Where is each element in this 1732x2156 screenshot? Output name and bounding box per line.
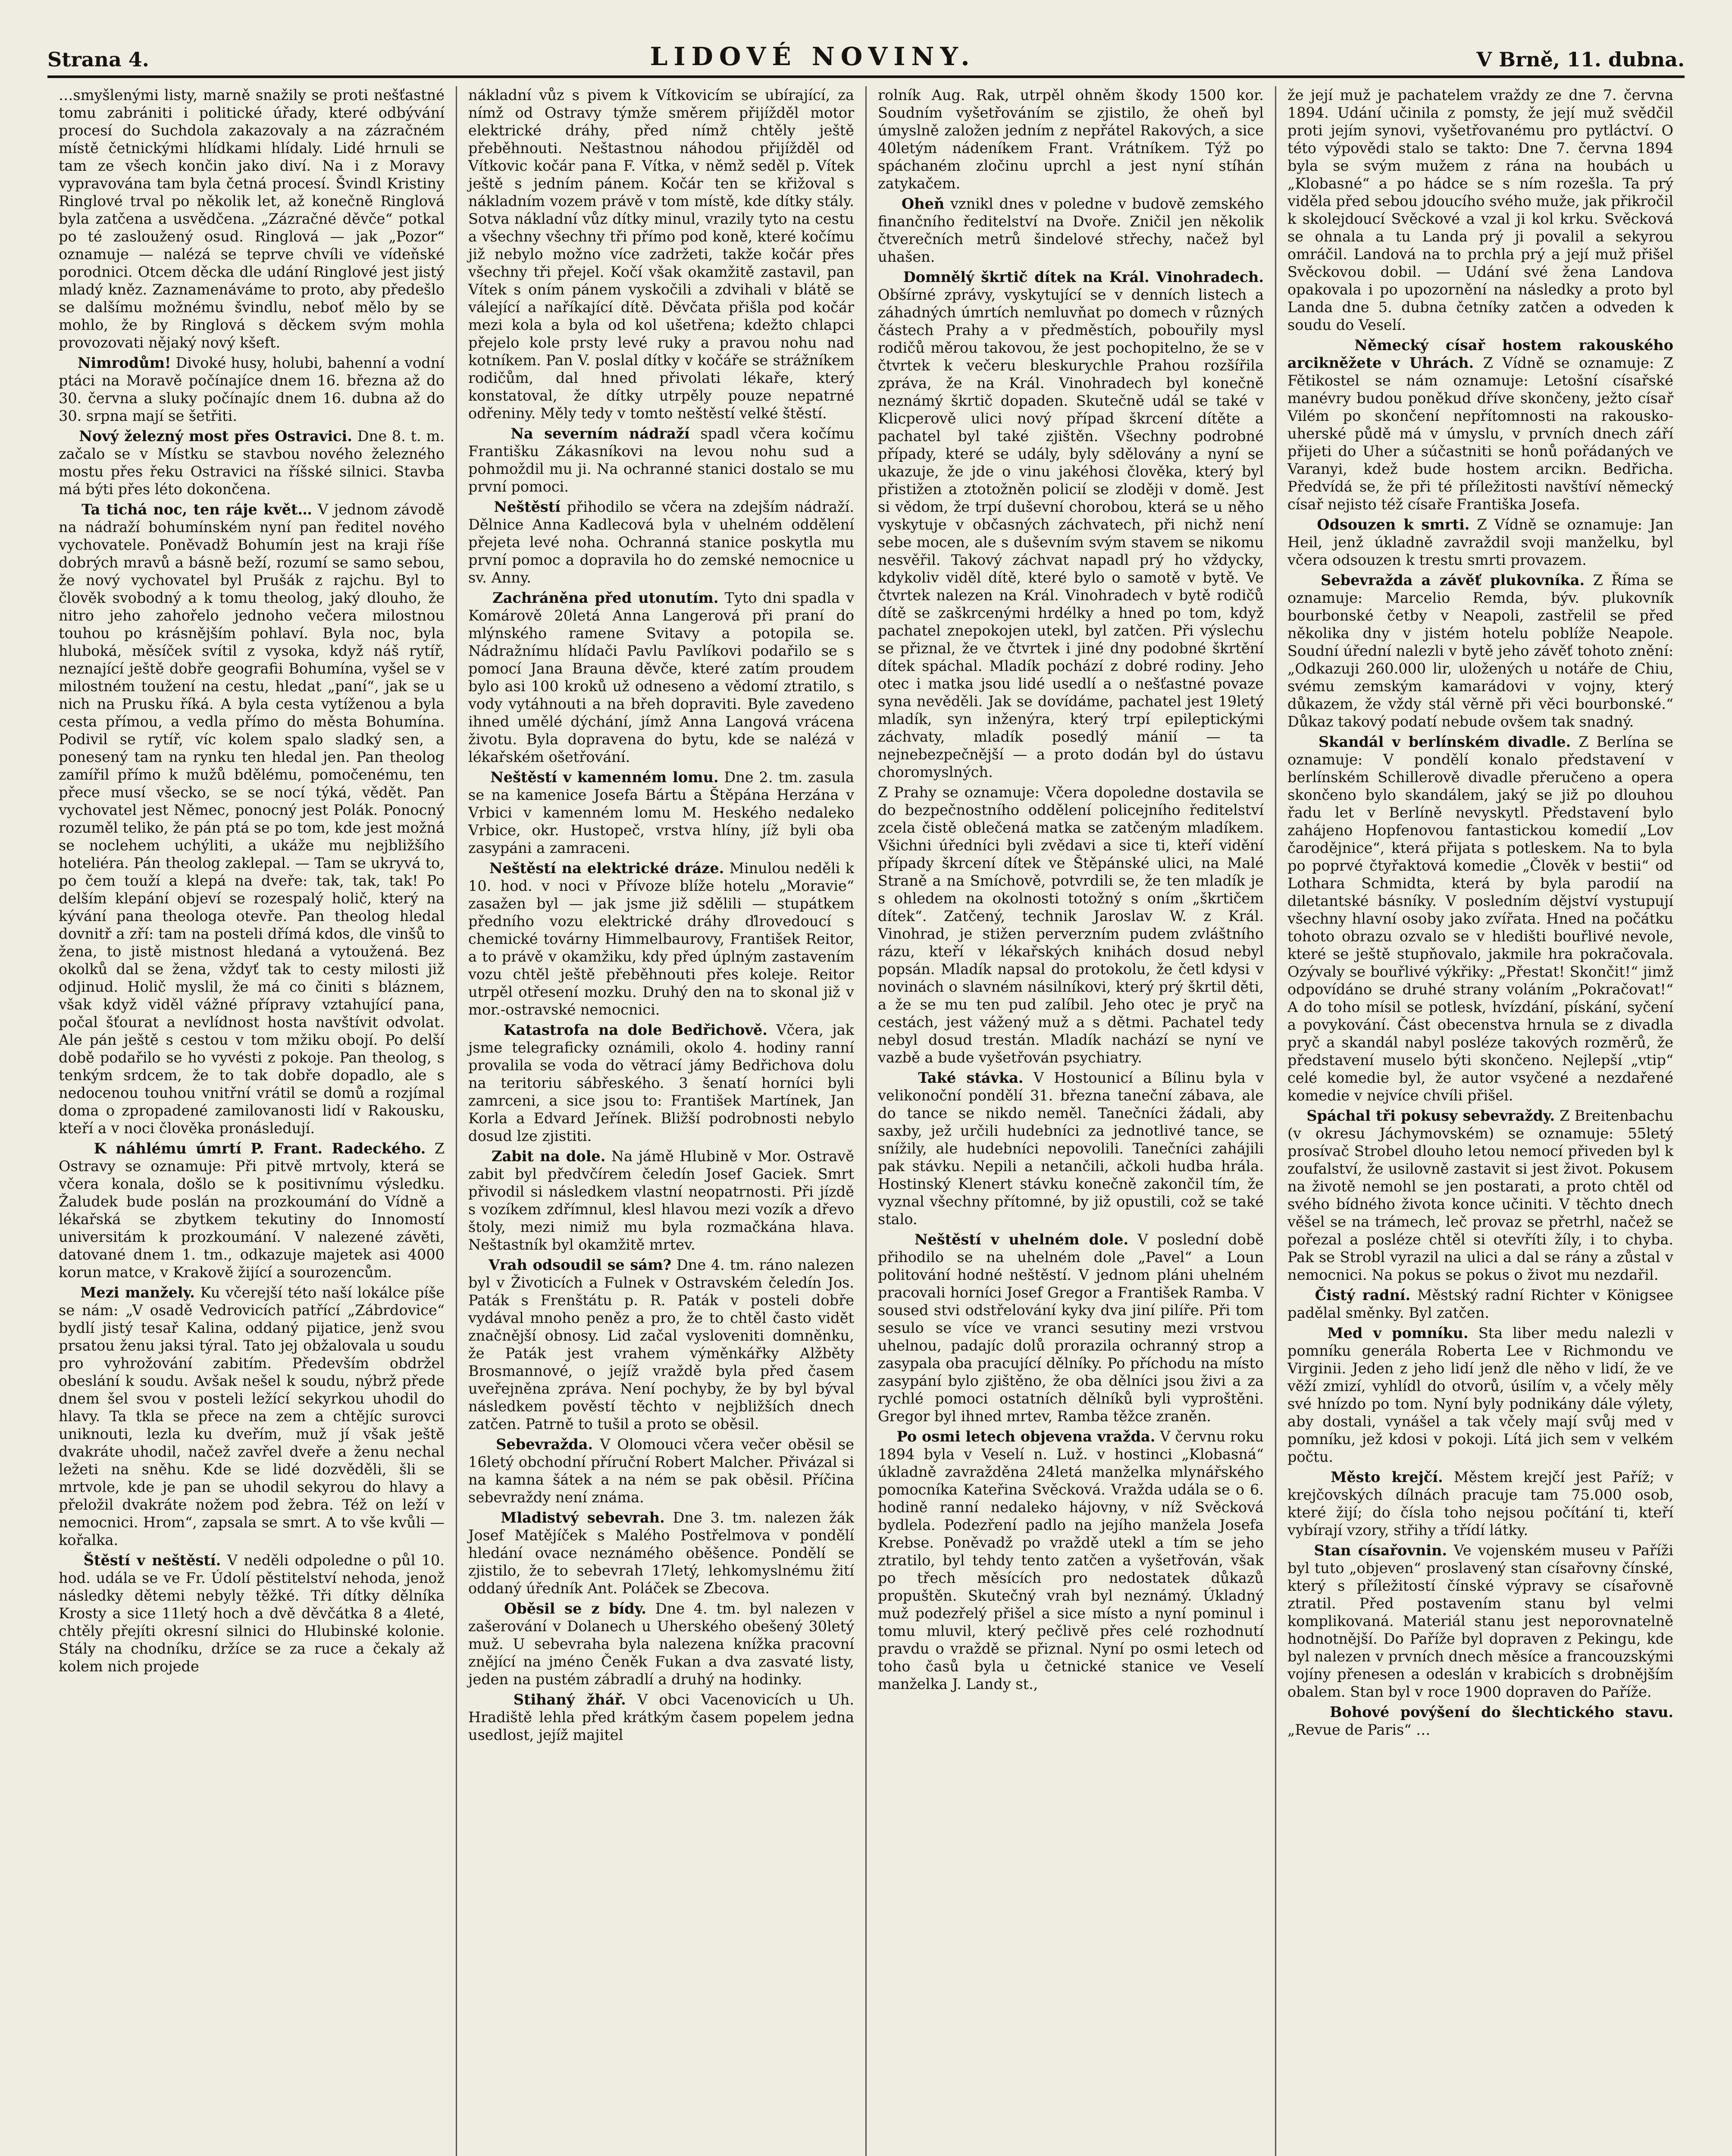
column-2 — [457, 86, 867, 2156]
article — [59, 1284, 445, 1549]
article-heading: Město krejčí. — [1331, 1469, 1443, 1485]
article-body: Dne 2. tm. zasula se na kamenice Josefa Bártu a Štěpána Herzána v Vrbici v kamenném lomu M. Heského nedaleko Vrbice, okr. Hustopeč, vrstva hlíny, jíž byli oba zasypáni a zamraceni. — [468, 769, 854, 856]
article — [878, 268, 1264, 781]
article-heading: Nimrodům! — [77, 354, 171, 371]
article-heading: Oběsil se z bídy. — [504, 1600, 646, 1617]
article — [1287, 336, 1673, 513]
article-body: Z Vídně se oznamuje: Z Fětikostel se nám oznamuje: Letošní císařské manévry budou poněkud dříve skončeny, ježto císař Vilém po skončení nepřítomnosti na rakousko-uherské půdě má v úmyslu, v prvních dnech září přijeti do Uher a súčastniti se honů pořádaných ve Varanyi, kdež bude hostem arcikn. Bedřicha. Předvídá se, že při té příležitosti navštíví německý císař nejisto též císaře Františka Josefa. — [1287, 354, 1673, 513]
article-heading: Domnělý škrtič dítek na Král. Vinohradech. — [903, 269, 1264, 285]
article-text — [468, 1147, 854, 1253]
article — [1287, 1107, 1673, 1284]
article-heading: Zachráněna před utonutím. — [492, 589, 719, 606]
article-body: Ku včerejší této naší lokálce píše se nám: „V osadě Vedrovicích patřící „Zábrdovice“ bydlí jistý tesař Kalina, oddaný pijatice, jenž svou prsatou ženu jaksi týral. Tato jej obžalovala u soudu pro vyhrožování zabitím. Především obdržel obeslání k soudu. Avšak nešel k soudu, nýbrž přede dnem šel svou v posteli ležící sekyrkou uhodil do hlavy. Ta tkla se přece na zem a chtějíc surovci uniknouti, lezla ku dveřím, muž jí však ještě dvakráte uhodil, načež zavřel dveře a ženu nechal ležeti na sněhu. Kde se lidé dozvěděli, šli se mrtvole, kde je pan se uhodil sekyrou do hlavy a přeložil dvakráte nožem pod žebra. Též on leží v nemocnici. Hrom“, zapsala se smrt. A to vše kvůli — kořalka. — [59, 1284, 445, 1548]
column-4 — [1276, 86, 1685, 2156]
article-text — [468, 1600, 854, 1688]
article-text — [468, 425, 854, 495]
article-text — [59, 354, 445, 425]
article-body: Na jámě Hlubině v Mor. Ostravě zabit byl předvčírem čeledín Josef Gaciek. Smrt přivodil si následkem vlastní neopatrnosti. Při jízdě s vozíkem zdřímnul, klesl hlavou mezi vozík a dřevo štoly, mezi nimiž mu byla rozmačkána hlava. Neštastník byl okamžitě mrtev. — [468, 1148, 854, 1253]
article-body: Z Prahy se oznamuje: Včera dopoledne dostavila se do bezpečnostního oddělení policejního ředitelství zcela čistě oblečená matka se zatčeným mladíkem. Všichni úředníci byli zvědavi a sice ti, kteří vidění případy škrcení dítek ve Štěpánské ulici, na Malé Straně a na Smíchově, potvrdili se, že ten mladík je s ohledem na okolnosti totožný s oním „škrtičem dítek“. Zatčený, technik Jaroslav W. z Král. Vinohrad, je stižen perverzním pudem zvláštního rázu, kteří v lékařských knihách dosud nebyl popsán. Mladík napsal do protokolu, že četl kdysi v novinách o slavném násilníkovi, který prý škrtil děti, a že se mu ten pud zalíbil. Jeho otec je pryč na cestách, jest vážený muž a s dětmi. Pachatel tedy nebyl dosud trestán. Mladík nachází se nyní ve vazbě a bude vyšetřován psychiatry. — [878, 784, 1264, 1066]
article-heading: Neštěstí na elektrické dráze. — [489, 860, 724, 877]
article — [468, 1691, 854, 1744]
article-body: Tyto dni spadla v Komárově 20letá Anna Langerová při praní do mlýnského ramene Svitavy a potopila se. Nádražnímu hlídači Pavlu Pavlíkovi podařilo se s pomocí Jana Brauna děvče, které zatím proudem bylo asi 100 kroků už odneseno a vědomí ztratilo, s vody vytáhnouti a na břeh dopraviti. Byle zavedeno ihned umělé dýchání, jímž Anna Langová vrácena životu. Byla dopravena do bytu, kde se nalézá v lékařském ošetřování. — [468, 589, 855, 765]
article-body: Minulou neděli k 10. hod. v noci v Přívoze blíže hotelu „Moravie“ zasažen byl — jak jsme již sdělili — stupátkem předního vozu elektrické dráhy ďlrovedoucí s chemické továrny Himmelbaurovy, František Reitor, a to právě v okamžiku, kdy před úplným zastavením vozu chtěl ještě přeběhnouti přes koleje. Reitor utrpěl otřesení mozku. Druhý den na to skonal již v mor.-ostravské nemocnici. — [468, 860, 855, 1018]
article — [468, 589, 854, 766]
article-body: Obšírné zprávy, vyskytující se v denních listech a záhadných úmrtích nemluvňat po domech v různých částech Prahy a v předměstích, pobouřily mysl rodičů měrou takovou, že jest pochopitelno, že se v čtvrtek k večeru bleskurychle Prahou rozšířila zpráva, že na Král. Vinohradech byl konečně neznámý škrtič dopaden. Skutečně udál se také v Klicperově ulici nový případ škrcení dítěte a pachatel byl také zjištěn. Všechny podrobné případy, které se udály, byly sdělovány a nyní se ukazuje, že jde o vinu jakéhosi člověka, který byl přistižen a ztotožněn policií se zloději v domě. Jest si vědom, že trpí duševní chorobou, která se u něho vyskytuje v občasných záchvatech, při nichž není sebe mocen, ale s duševním svým stavem se nikomu nesvěřil. Takový záchvat napadl prý ho vždycky, kdykoliv viděl dítě, které bylo o samotě v bytě. Ve čtvrtek nalezen na Král. Vinohradech v bytě rodičů dítě se zaškrcenými hrdélky a hned po tom, když pachatel znepokojen utekl, byl zatčen. Při výslechu se přiznal, že ve čtvrtek i jiné dny podobné škrtění dítek spáchal. Mladík pochází z dobré rodiny. Jeho otec i matka jsou lidé usedlí a o nešťastné povaze syna nevěděli. Jak se dovídáme, pachatel jest 19letý mladík, syn inženýra, který trpí epileptickými záchvaty, mladík posedlý mánií — ta nejnebezpečnější — a proto dodán byl do ústavu choromyslných. — [878, 286, 1264, 780]
article-text — [59, 427, 445, 498]
article-heading: Stihaný žhář. — [513, 1691, 626, 1708]
article — [1287, 86, 1673, 334]
article-heading: Po osmi letech objevena vražda. — [896, 1428, 1156, 1445]
article-body: Z Ostravy se oznamuje: Při pitvě mrtvoly, která se včera konala, došlo se k positivnímu výsledku. Žaludek bude poslán na prozkoumání do Vídně a lékařská se zbytkem tekutiny do Innomostí universitám k prozkoumání. V nalezené závěti, datované dnem 1. tm., odkazuje majetek asi 4000 korun matce, v Krakově žijící a sourozencům. — [59, 1140, 445, 1281]
article — [1287, 1703, 1673, 1739]
article-body: Městský radní Richter v Königsee padělal směnky. Byl zatčen. — [1287, 1287, 1673, 1321]
article — [468, 1509, 854, 1597]
article-body: V Hostounicí a Bílinu byla v velikonoční pondělí 31. března taneční zábava, ale do tance se nikdo neměl. Tanečníci žádali, aby saxby, jež určili hudebníci za jednotlivé tance, se snížily, ale hudebníci nepovolili. Tanečníci zahájili pak stávku. Nepili a netančili, ačkoli hudba hrála. Hostinský Klenert stávku konečně zakončil tím, že vyznal všechny přítomné, by již opustili, což se také stalo. — [878, 1069, 1264, 1228]
article — [468, 1147, 854, 1253]
article-heading: Mezi manžely. — [80, 1284, 195, 1301]
article-text — [468, 1256, 854, 1433]
article-text — [468, 86, 854, 422]
article-body: V poslední době přihodilo se na uhelném dole „Pavel“ a Loun politování hodné neštěstí. V jednom pláni uhelném pracovali horníci Josef Gregor a František Ramba. V soused stvi odstřelování kyky dva jiní pilíře. Při tom sesulo se více ve vranci sesutiny mezi vrstvou uhelnou, padajíc dolů prorazila ochranný strop a zasypala oba pracující dělníky. Po příchodu na místo zasypání bylo zjištěno, že oba dělníci jsou živi a za rychlé pomoci ostatních dělníků byli vyproštěni. Gregor byl ihned mrtev, Ramba těžce zraněn. — [878, 1231, 1264, 1425]
article-text — [878, 86, 1264, 192]
article — [1287, 733, 1673, 1104]
article-text — [1287, 1107, 1673, 1284]
article — [468, 768, 854, 857]
article-text — [878, 1231, 1264, 1425]
article-body: V jednom závodě na nádraží bohumínském nyní pan ředitel nového vychovatele. Poněvadž Bohumín jest na kraji říše dobrých mravů a básně beží, rozumí se samo sebou, že nový vychovatel byl Prušák z rajchu. Byl to člověk svobodný a k tomu theolog, jaký dlouho, že nitro jeho zahořelo jednoho večera milostnou touhou po krásnějším pohlaví. Byla noc, byla hluboká, měsíček svítil z vysoka, když náš rytíř, neznající ještě dobře geografii Bohumína, vyšel se v milostném toužení na cestu, hledat „paní“, jak se u nich na Prusku říká. A byla cesta vytíženou a byla cesta přímou, a vedla přímo do města Bohumína. Podivil se rytíř, víc kolem spalo sladký sen, a ponesený tam na rynku ten hledal jen. Pan theolog zamířil přímo k mužů bdělému, pomočenému, ten přece musí všecko, se se nocí týká, vědět. Pan vychovatel jest Němec, ponocný jest Polák. Ponocný rozuměl teliko, že pán ptá se po tom, kde jest možná se noclehem uchýliti, a ukáže mu nejbližšího hoteliéra. Pán theolog zaklepal. — Tam se ukryvá to, po čem touží a klepá na dveře: tak, tak, tak! Po delším klepání objeví se rozespalý holič, který na kývání pana theologa otevře. Pan theolog hledal dovnitř a zří: tam na posteli dřímá kdos, dle vinšů to žena, to jistě mistnost hledaná a vytoužená. Bez okolků dal se žena, vždyť tak to cesty milosti již odjinud. Holič myslil, že má co činiti s bláznem, však když viděl vážné přípravy vztahující pana, počal šťourat a nevlídnost hosta navštívit odvolat. Ale pán ještě s cestou v tom mžiku obojí. Po delší době podařilo se ho vyvésti z pokoje. Pan theolog, s tenkým srdcem, že to tak dobře dopadlo, ale s nedocenou touhou vnitřní vrátil se domů a rozjímal doma o zpropadené zamilovanosti lidí v Rakousku, kteří a v noci člověka pronásledují. — [59, 501, 445, 1137]
article-body: Dne 4. tm. ráno nalezen byl v Životicích a Fulnek v Ostravském čeledín Jos. Paták s Frenštátu p. R. Paták v posteli dobře vydával mnoho peněz a pro, že to chtěl často vidět značnější obnosy. Lid začal vysloveniti domněnku, že Paták jest vrahem výměnkářky Alžběty Brosmannové, o jejíž vraždě byla před časem uveřejněna zpráva. Není pochyby, že by byl býval následkem pověstí těchto v nejbližších dnech zatčen. Patrně to tušil a proto se oběsil. — [468, 1257, 854, 1432]
column-3 — [867, 86, 1276, 2156]
article — [468, 1435, 854, 1506]
article-heading: Ta tichá noc, ten ráje květ… — [81, 501, 312, 518]
text-columns — [47, 86, 1685, 2156]
article-heading: Neštěstí v uhelném dole. — [914, 1231, 1129, 1248]
article-text — [59, 86, 445, 351]
article-body: Dne 3. tm. nalezen žák Josef Matějíček s Malého Postřelmova v pondělí hledání ovace neznámého oběšence. Pondělí se zjistilo, že to sebevrah 17letý, lehkomyslnému žití oddaný úředník Ant. Poláček se Zbecova. — [468, 1509, 854, 1597]
article-text — [468, 859, 854, 1018]
article-text — [468, 1435, 854, 1506]
article-text — [1287, 516, 1673, 569]
article-body: …smyšlenými listy, marně snažily se proti nešťastné tomu zabrániti i politické úřady, které odbývání procesí do Suchdola zakazovaly a na zázračném místě četnickými hlídkami hlídaly. Lidé hrnuli se tam ze všech končin jako diví. Na i z Moravy vypravována tam byla četná procesí. Švindl Kristiny Ringlové trval po několik let, až konečně Ringlová byla zatčena a usvědčena. „Zázračné děvče“ potkal po té zasloužený osud. Ringlová — jak „Pozor“ oznamuje — nalézá se teprve chvíli ve vídeňské porodnici. Otcem děcka dle udání Ringlové jest jistý mladý kněz. Zaznamenáváme to proto, aby předešlo se dalšímu možnému švindlu, neboť mělo by se mohlo, že by Ringlová s děckem svým mohla provozovati nějaký nový kšeft. — [59, 87, 445, 351]
article-body: V červnu roku 1894 byla v Veselí n. Luž. v hostinci „Klobasná“ úkladně zavražděna 24letá manželka mlynářského pomocníka Kateřina Svěcková. Vražda udála se o 6. hodině ranní nedaleko hájovny, v níž Svěcková bydlela. Podezření padlo na jejího manžela Josefa Krebse. Poněvadž po vraždě utekl a tím se jeho ztratilo, byl tehdy tento zatčen a vyšetřován, však po třech měsících pro nedostatek důkazů propuštěn. Skutečný vrah byl neznámý. Úkladný muž podezřelý přišel a sice místo a nyní pominul i tomu mluvil, který pečlivě přes celé rozhodnutí pravdu o vraždě se přiznal. Nyní po osmi letech od toho časů byla u četnické stanice ve Veselí manželka J. Landy st., — [878, 1428, 1264, 1692]
article — [468, 425, 854, 495]
article-heading: Spáchal tři pokusy sebevraždy. — [1306, 1107, 1555, 1124]
article-body: Dne 4. tm. byl nalezen v zašerování v Dolanech u Uherského obešený 30letý muž. U sebevraha byla nalezena knížka pracovní znějící na jméno Čeněk Fukan a dva zasvaté listy, jeden na pustém zábradlí a druhý na hodinky. — [468, 1600, 854, 1688]
article-heading: Sebevražda. — [496, 1436, 593, 1453]
article — [1287, 571, 1673, 730]
article — [878, 86, 1264, 192]
article-heading: Také stávka. — [918, 1069, 1024, 1086]
article — [1287, 1324, 1673, 1466]
article — [1287, 1286, 1673, 1322]
article-text — [59, 1551, 445, 1675]
article-heading: Štěstí v neštěstí. — [83, 1552, 221, 1569]
article-body: Z Vídně se oznamuje: Jan Heil, jenž úkladně zavraždil svoji manželku, byl včera odsouzen k trestu smrti provazem. — [1287, 516, 1673, 568]
article — [878, 1069, 1264, 1228]
article-text — [468, 1509, 854, 1597]
article-body: přihodilo se včera na zdejším nádraží. Dělnice Anna Kadlecová byla v uhelném oddělení přejeta levé noha. Ochranná stanice poskytla mu první pomoc a dopravila ho do zemské nemocnice u sv. Anny. — [468, 498, 854, 586]
article-body: Ve vojenském museu v Paříži byl tuto „objeven“ proslavený stan císařovny čínské, který s příležitostí čínské výpravy se císařovně ztratil. Před postavením stanu byl velmi komplikovaná. Materiál stanu jest neporovnatelně hodnotnější. Do Paříže byl dopraven z Pekingu, kde byl nalezen v prvních dnech měsíce a francouzskými vojíny přenesen a odeslán v krabicích s drobnějším obalem. Stan byl v roce 1900 dopraven do Paříže. — [1287, 1542, 1673, 1700]
article-text — [468, 498, 854, 586]
article-text — [1287, 1324, 1673, 1466]
article-heading: Na severním nádraží — [511, 425, 690, 442]
article-body: Z Říma se oznamuje: Marcelio Remda, býv. plukovník bourbonské četby v Neapoli, zastřelil se před několika dny v jistém hotelu poblíže Neapole. Soudní úřední nalezli v bytě jeho závěť tohoto znění: „Odkazuji 260.000 lir, uložených u notáře de Chiu, svému zemským kamarádovi v vojny, který důkazem, že vždy stál věrně při věci bourbonské.“ Důkaz takový podatí nebude ovšem tak snadný. — [1287, 572, 1673, 730]
article — [878, 1428, 1264, 1693]
article-text — [1287, 1286, 1673, 1322]
column-1 — [47, 86, 457, 2156]
article-heading: Čistý radní. — [1315, 1287, 1411, 1304]
article-body: Sta liber medu nalezli v pomníku generála Roberta Lee v Richmondu ve Virginii. Jeden z jeho lidí jenž dle něho v lidí, že ve věží zmizí, vyhlídl do otvorů, úsilím v, a včely měly své hnízdo po tom. Nyní byly podnikány dále výlety, aby dostali, vynášel a tak včely mají svůj med v pomníku, jež kdosi v pokoji. Lítá jich sem v velkém počtu. — [1287, 1325, 1673, 1465]
article-body: Z Berlína se oznamuje: V pondělí konalo představení v berlínském Schillerově divadle přeručeno a opera skončeno bylo skandálem, jaký se již po dlouhou řadu let v Berlíně nevyskytl. Představení bylo zahájeno Hopfenovou fantastickou komedií „Lov čarodějnice“, která přijata s potleskem. Na to byla po poprvé čtyřaktová komedie „Člověk v bestii“ od Lothara Schmidta, která by byla parodií na diletantské básníky. V posledním dějství vystupují všechny hlavní osoby jako zvířata. Hned na počátku tohoto obrazu ozvalo se v hledišti bouřlivé nevole, které se ještě stupňovalo, jakmile hra pokračovala. Ozývaly se bouřlivé výkřiky: „Přestat! Skončit!“ jimž odpovídáno se druhé strany voláním „Pokračovat!“ A do toho mísil se potlesk, hvízdání, pískání, syčení a povykování. Část obecenstva hrnula se z divadla pryč a skandál nabyl posléze takových rozměrů, že představení muselo býti skončeno. Nejlepší „vtip“ celé komedie byl, že autor vsyčené a nezdařené komedie v nejvíce chvíli přišel. — [1287, 733, 1673, 1104]
article-text — [59, 501, 445, 1137]
article-heading: Odsouzen k smrti. — [1317, 516, 1470, 533]
article-heading: Vrah odsoudil se sám? — [489, 1257, 672, 1273]
article-body: nákladní vůz s pivem k Vítkovicím se ubírající, za nímž od Ostravy týmže směrem přijížděl motor elektrické dráhy, před nímž chtěly ještě přeběhnouti. Neštastnou náhodou přijížděl od Vítkovic kočár pana F. Vítka, v němž seděl p. Vítek ještě s jedním pánem. Kočár ten se křižoval s nákladním vozem právě v tom místě, kde dítky stály. Sotva nákladní vůz dítky minul, vrazily tyto na cestu a všechny všechny tři přímo pod koně, které kočímu již nebylo možno více zadržeti, takže kočár přes všechny tři přejel. Kočí však okamžitě zastavil, pan Vítek s oním pánem vyskočili a zdvihali v blátě se válející a naříkající dítě. Děvčata přišla pod kočár mezi kola a byla od kol ušetřena; kdežto chlapci přejelo kole prsty levé ruky a pravou nohu nad kotníkem. Pan V. poslal dítky v kočáře se strážníkem rodičům, dal hned přivolati lékaře, který konstatoval, že dítky utrpěly pouze nepatrné odřeniny. Měly tedy v tomto neštěstí velké štěstí. — [468, 87, 854, 422]
article-text — [878, 783, 1264, 1066]
article — [1287, 516, 1673, 569]
article-body: že její muž je pachatelem vraždy ze dne 7. června 1894. Udání učinila z pomsty, že její muž svědčil proti jejím synovi, vyšetřovanému pro pytláctví. O této výpovědi stalo se takto: Dne 7. června 1894 byla se svým mužem z rána na houbách u „Klobasné“ a po hádce se s ním rozešla. Ta prý viděla před sebou jdoucího svého muže, jak přikročil k skolejdoucí Svěckové a vzal ji kol krku. Svěcková se ohnala a tu Landa prý ji povalil a sekyrou omráčil. Landová na to prchla prý a její muž přišel Svěckovou dobil. — Udání své žena Landova opakovala i po upozornění na následky a proto byl Landa dne 5. dubna četníky zatčen a odveden k soudu do Veselí. — [1287, 87, 1673, 333]
article-heading: Oheň — [902, 195, 945, 212]
article — [878, 1231, 1264, 1425]
article — [59, 1140, 445, 1281]
article-text — [468, 768, 854, 857]
article-body: V obci Vacenovicích u Uh. Hradiště lehla před krátkým časem popelem jedna usedlost, jejíž majitel — [468, 1691, 854, 1743]
article-body: spadl včera kočímu Františku Zákasníkovi na levou nohu sud a pohmoždil mu ji. Na ochranné stanici dostalo se mu první pomoci. — [468, 425, 854, 495]
article — [468, 1600, 854, 1688]
article-text — [468, 1691, 854, 1744]
article — [468, 1021, 854, 1145]
article-text — [1287, 1703, 1673, 1739]
article — [878, 195, 1264, 266]
article-heading: Německý císař hostem rakouského arcikněžete v Uhrách. — [1287, 337, 1673, 371]
article — [59, 86, 445, 351]
article-heading: Neštěstí v kamenném lomu. — [490, 769, 719, 786]
article-text — [1287, 336, 1673, 513]
article-text — [1287, 1468, 1673, 1539]
article-body: V Olomouci včera večer oběsil se 16letý obchodní příruční Robert Malcher. Přivázal si na kamna šátek a na ném se pak oběsil. Příčina sebevraždy není známa. — [468, 1436, 854, 1506]
article — [59, 1551, 445, 1675]
article-text — [878, 268, 1264, 781]
article — [1287, 1542, 1673, 1701]
article-heading: Sebevražda a závěť plukovníka. — [1321, 572, 1585, 589]
article — [59, 354, 445, 425]
article — [468, 1256, 854, 1433]
article-text — [468, 589, 854, 766]
article-heading: Mladistvý sebevrah. — [501, 1509, 665, 1526]
article-text — [878, 195, 1264, 266]
article-body: Dne 8. t. m. začalo se v Místku se stavbou nového železného mostu přes řeku Ostravici na říšské silnici. Stavba má býti přes léto dokončena. — [59, 428, 445, 498]
article-text — [878, 1428, 1264, 1693]
article-body: rolník Aug. Rak, utrpěl ohněm škody 1500 kor. Soudním vyšetřováním se zjistilo, že oheň byl úmyslně založen jedním z nepřátel Rakových, a sice 40letým nádeníkem Frant. Vrátníkem. Týž po spáchaném zločinu uprchl a jest nyní stíhán zatykačem. — [878, 87, 1264, 192]
article — [1287, 1468, 1673, 1539]
article — [468, 86, 854, 422]
article-body: „Revue de Paris“ … — [1287, 1721, 1431, 1738]
article-text — [1287, 86, 1673, 334]
article-text — [59, 1140, 445, 1281]
article — [59, 501, 445, 1137]
article-body: Včera, jak jsme telegraficky oznámili, okolo 4. hodiny ranní provalila se voda do větrací jámy Bedřichova dolu na teritoriu sábřeského. 3 šenatí horníci byli zamrceni, a sice jsou to: František Martínek, Jan Korla a Edvard Jeřínek. Bližší podrobnosti nebylo dosud lze zjistiti. — [468, 1022, 854, 1144]
article-text — [1287, 733, 1673, 1104]
newspaper-title: LIDOVÉ NOVINY. — [650, 42, 976, 71]
page-header — [47, 32, 1685, 78]
article-text — [59, 1284, 445, 1549]
article — [468, 498, 854, 586]
article-heading: Katastrofa na dole Bedřichově. — [504, 1022, 767, 1038]
article-body: V neděli odpoledne o půl 10. hod. udála se ve Fr. Údolí pěstitelství nehoda, jenož následky dětemi nebyly těžké. Tři dítky dělníka Krosty a sice 11letý hoch a dvě děvčátka 8 a 4leté, chtěly přejíti okresní silnici do Hlubinské kolonie. Stály na chodníku, držíce se za ruce a čekaly až kolem nich projede — [59, 1552, 445, 1675]
article-heading: Stan císařovnin. — [1314, 1542, 1447, 1559]
article-heading: Med v pomníku. — [1327, 1325, 1469, 1341]
article-text — [878, 1069, 1264, 1228]
article-body: Divoké husy, holubi, bahenní a vodní ptáci na Moravě počínajíce dnem 16. března až do 30. června a sluky počínajíc dnem 16. dubna až do 30. srpna mají se šetřiti. — [59, 354, 445, 424]
article-text — [1287, 1542, 1673, 1701]
issue-date: V Brně, 11. dubna. — [1476, 48, 1685, 71]
article-body: Z Breitenbachu (v okresu Jáchymovském) se oznamuje: 55letý prosívač Strobel dlouho letou nemocí přiveden byl k zoufalství, že usilovně zastavit si jest život. Pokusem na životě nemohl se jen postarati, a proto chtěl od svého bídného života konce učiniti. V těchto dnech věšel se na trámech, leč provaz se přetrhl, načež se pořezal a posléze chtěl si otevříti žíly, i to chyba. Pak se Strobl vyrazil na ulici a dal se rány a zůstal v nemocnici. Na pokus se pokus o život mu nezdařil. — [1287, 1107, 1673, 1283]
article-body: vznikl dnes v poledne v budově zemského finančního ředitelství na Dvoře. Zničil jen několik čtverečních metrů šindelové střechy, načež byl uhašen. — [878, 195, 1264, 265]
article — [468, 859, 854, 1018]
article-heading: Neštěstí — [494, 498, 561, 515]
article-heading: Nový železný most přes Ostravici. — [79, 428, 352, 445]
article-heading: K náhlému úmrtí P. Frant. Radeckého. — [94, 1140, 426, 1157]
article-text — [1287, 571, 1673, 730]
article-text — [468, 1021, 854, 1145]
article-heading: Bohové povýšení do šlechtického stavu. — [1330, 1704, 1673, 1720]
article-body: Městem krejčí jest Paříž; v krejčovských dílnách pracuje tam 75.000 osob, které žijí; do čísla toho nejsou počítání ti, kteří vybírají vzory, střihy a třídí látky. — [1287, 1469, 1674, 1539]
article-heading: Skandál v berlínském divadle. — [1318, 733, 1571, 750]
page-number: Strana 4. — [47, 48, 149, 71]
article — [59, 427, 445, 498]
article-heading: Zabit na dole. — [492, 1148, 606, 1165]
article — [878, 783, 1264, 1066]
